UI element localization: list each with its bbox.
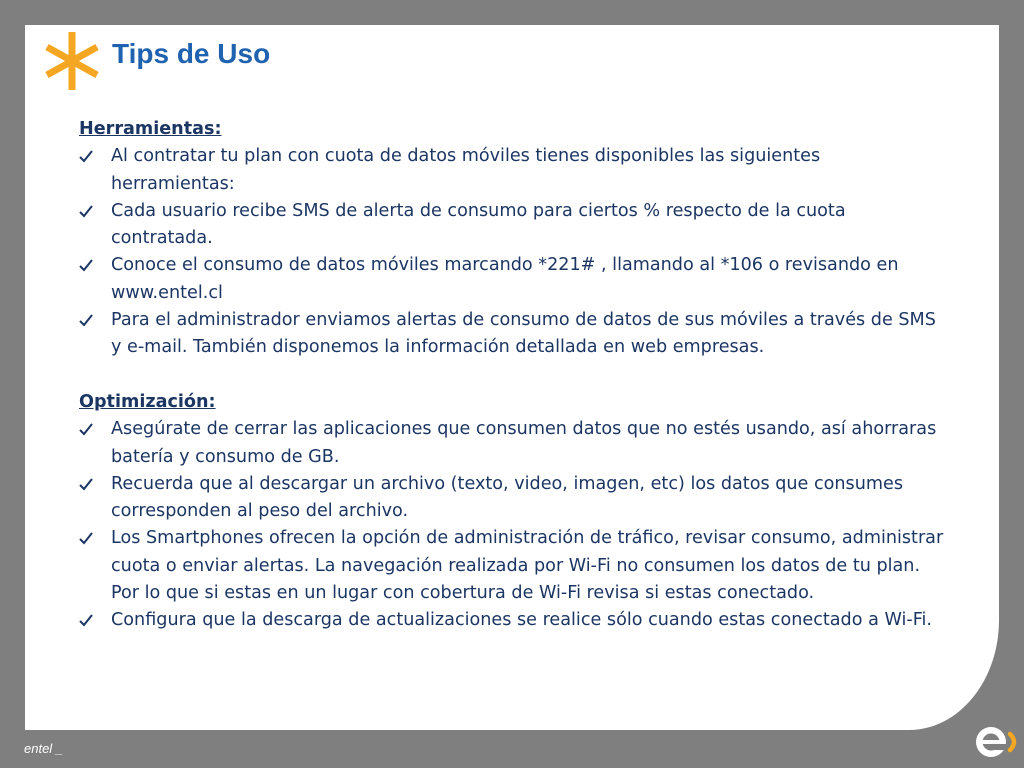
checkmark-icon [79,478,93,491]
bullet-item [79,525,949,607]
checkmark-icon [79,423,93,436]
section-heading-optimizacion: Optimización: [79,391,216,412]
bullet-list-herramientas [79,143,949,361]
bullet-text: Al contratar tu plan con cuota de datos móviles tienes disponibles las siguientes herramientas: [111,146,821,194]
checkmark-icon [79,150,93,163]
bullet-text: Para el administrador enviamos alertas de consumo de datos de sus móviles a través de SMS y e-mail. También disponemos la información detallada en web empresas. [111,310,936,358]
checkmark-icon [79,259,93,272]
asterisk-icon [44,30,100,92]
checkmark-icon [79,614,93,627]
bullet-list-optimizacion [79,416,949,634]
bullet-item [79,471,949,526]
bullet-text: Recuerda que al descargar un archivo (texto, video, imagen, etc) los datos que consumes corresponden al peso del archivo. [111,473,904,522]
bullet-item [79,307,949,362]
footer-brand-text: entel _ [24,741,64,756]
bullet-item [79,416,949,471]
section-spacer [79,362,949,389]
bullet-item [79,607,949,634]
checkmark-icon [79,532,93,545]
bullet-text: Los Smartphones ofrecen la opción de administración de tráfico, revisar consumo, administrar cuota o enviar alertas. La navegación realizada por Wi-Fi no consumen los datos de tu plan. Por lo que si estas en un lugar con cobertura de Wi-Fi revisa si estas conectado. [111,528,944,604]
bullet-text: Conoce el consumo de datos móviles marcando *221# , llamando al *106 o revisando en www.entel.cl [111,255,899,303]
section-heading-herramientas: Herramientas: [79,119,222,139]
slide-body [79,116,949,635]
checkmark-icon [79,205,93,218]
entel-logo-icon [974,722,1020,762]
bullet-item [79,252,949,307]
checkmark-icon [79,314,93,327]
bullet-text: Cada usuario recibe SMS de alerta de consumo para ciertos % respecto de la cuota contratada. [111,200,846,249]
bullet-item [79,198,949,253]
bullet-text: Asegúrate de cerrar las aplicaciones que consumen datos que no estés usando, así ahorraras batería y consumo de GB. [111,419,937,467]
bullet-item [79,143,949,198]
bullet-text: Configura que la descarga de actualizaciones se realice sólo cuando estas conectado a Wi-Fi. [111,610,933,631]
slide-title: Tips de Uso [112,38,271,69]
